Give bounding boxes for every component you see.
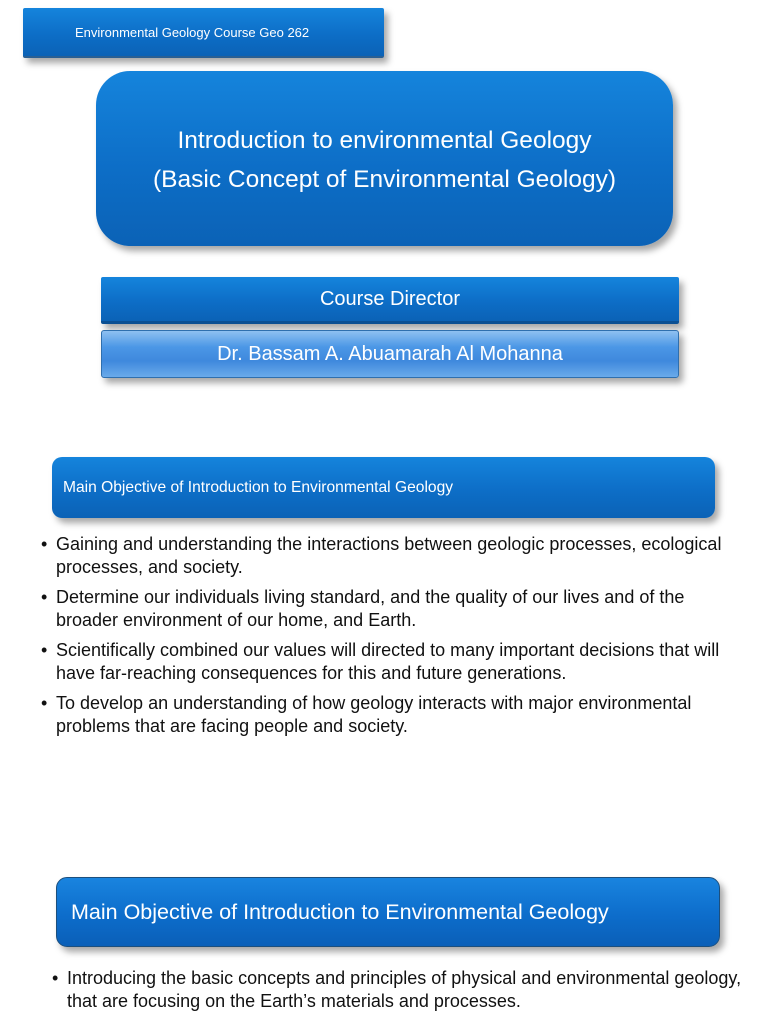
title-line-2: (Basic Concept of Environmental Geology) bbox=[153, 165, 616, 193]
objective-heading-2-text: Main Objective of Introduction to Environmental Geology bbox=[71, 899, 609, 924]
objective-heading-1-text: Main Objective of Introduction to Environmental Geology bbox=[63, 478, 454, 496]
bullet-item: • Scientifically combined our values will directed to many important decisions that will have far-reaching consequences for this and future generations. bbox=[41, 639, 731, 685]
course-tag bbox=[23, 8, 384, 58]
course-director-name-text: Dr. Bassam A. Abuamarah Al Mohanna bbox=[217, 342, 563, 365]
bullet-item: • To develop an understanding of how geology interacts with major environmental problems that are facing people and society. bbox=[41, 692, 731, 738]
objective-bullet-list-1 bbox=[41, 533, 731, 745]
course-director-name bbox=[101, 330, 679, 378]
course-tag-text: Environmental Geology Course Geo 262 bbox=[75, 24, 310, 40]
objective-bullet-list-2 bbox=[52, 967, 742, 1013]
title-line-1: Introduction to environmental Geology bbox=[177, 126, 592, 154]
course-director-label-text: Course Director bbox=[319, 287, 461, 310]
objective-heading-2 bbox=[56, 877, 720, 947]
bullet-item: • Determine our individuals living standard, and the quality of our lives and of the broader environment of our home, and Earth. bbox=[41, 586, 731, 632]
title-box bbox=[96, 71, 673, 246]
course-director-label bbox=[101, 277, 679, 324]
objective-heading-1 bbox=[52, 457, 715, 518]
bullet-item: • Gaining and understanding the interactions between geologic processes, ecological processes, and society. bbox=[41, 533, 731, 579]
bullet-item: • Introducing the basic concepts and principles of physical and environmental geology, that are focusing on the Earth’s materials and processes. bbox=[52, 967, 742, 1013]
